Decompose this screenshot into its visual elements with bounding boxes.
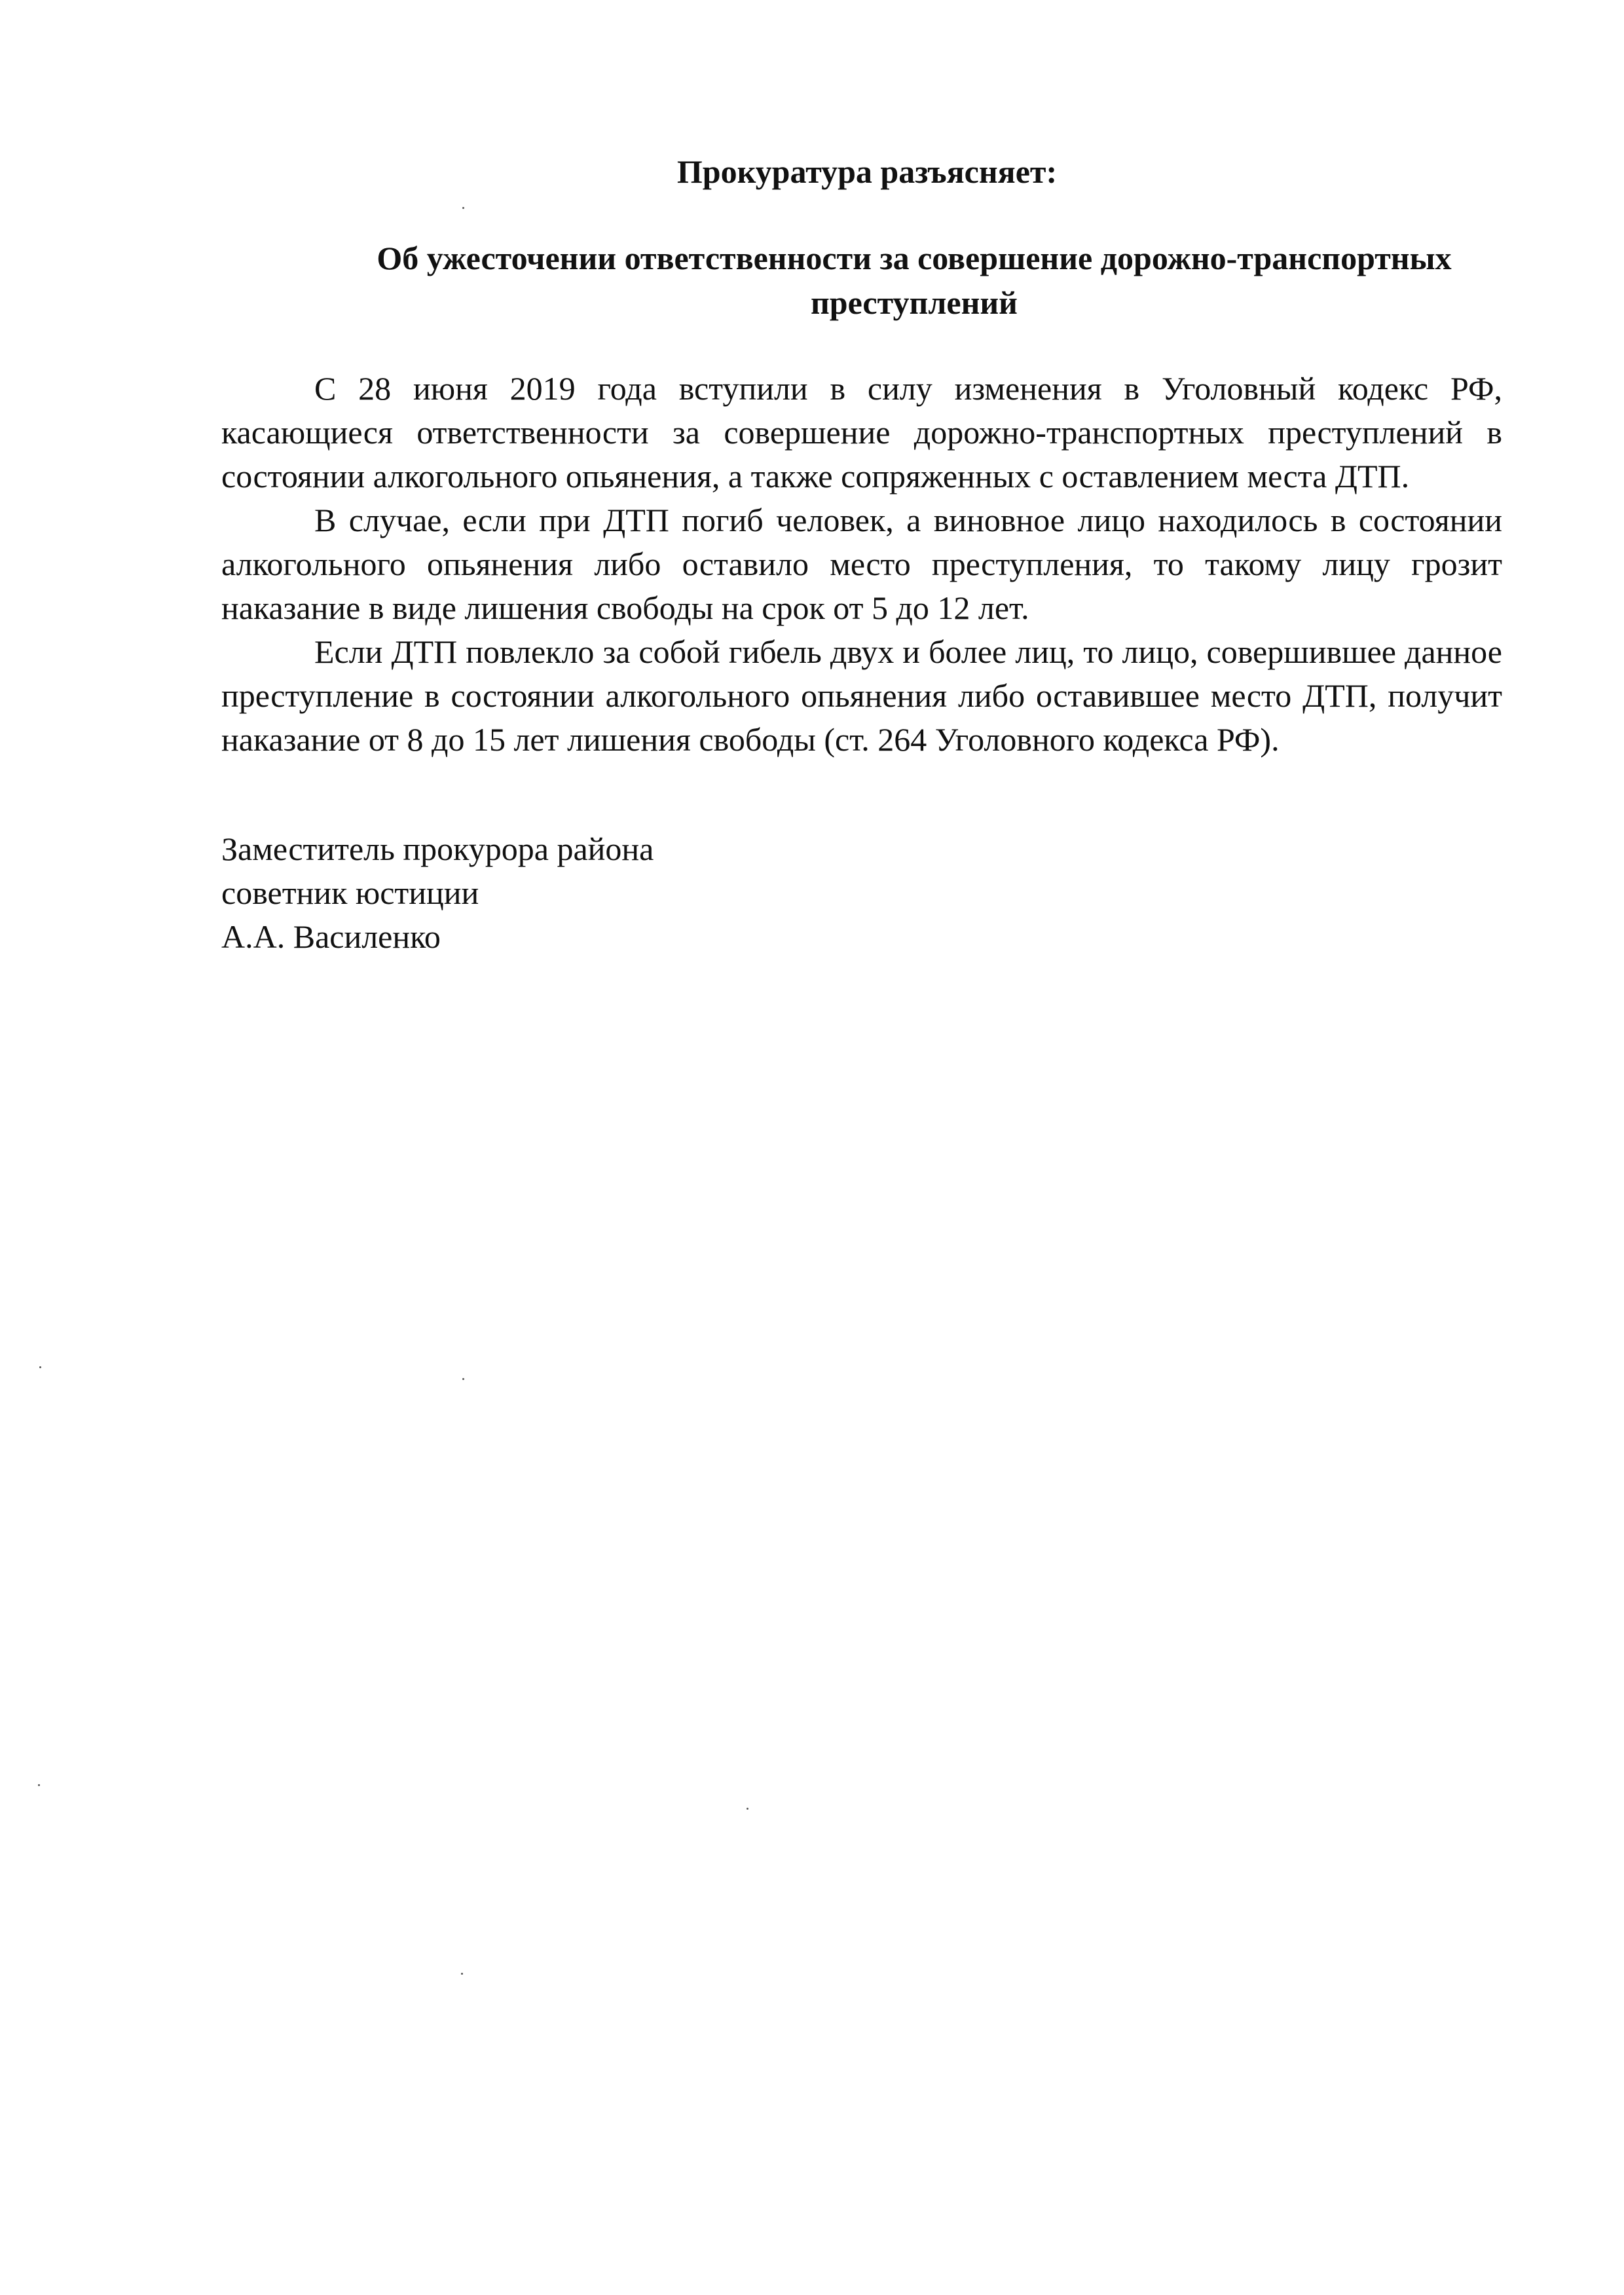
- paragraph-multiple-deaths-penalty: Если ДТП повлекло за собой гибель двух и более лиц, то лицо, совершившее данное преступление в состоянии алкогольного опьянения либо оставившее место ДТП, получит наказание от 8 до 15 лет лишения свободы (ст. 264 Уголовного кодекса РФ).: [221, 633, 1502, 758]
- scan-speck: [747, 1808, 748, 1810]
- document-subtitle: Об ужесточении ответственности за совершение дорожно-транспортных преступлений: [377, 240, 1452, 321]
- signature-position: Заместитель прокурора района: [221, 830, 654, 867]
- scan-speck: [462, 207, 464, 209]
- signature-name: А.А. Василенко: [221, 918, 441, 955]
- paragraph-single-death-penalty: В случае, если при ДТП погиб человек, а виновное лицо находилось в состоянии алкогольного опьянения либо оставило место преступления, то такому лицу грозит наказание в виде лишения свободы на срок от 5 до 12 лет.: [221, 502, 1502, 626]
- scan-speck: [38, 1784, 40, 1786]
- scan-speck: [39, 1366, 41, 1368]
- scan-speck: [462, 1378, 464, 1380]
- document-body: [221, 367, 1502, 762]
- signature-rank: советник юстиции: [221, 874, 479, 911]
- document-content: [221, 149, 1502, 959]
- document-heading: Прокуратура разъясняет:: [676, 153, 1058, 190]
- scan-speck: [461, 1973, 463, 1975]
- signature-block: [221, 827, 1502, 959]
- paragraph-effective-date: С 28 июня 2019 года вступили в силу изменения в Уголовный кодекс РФ, касающиеся ответственности за совершение дорожно-транспортных преступлений в состоянии алкогольного опьянения, а также сопряженных с оставлением места ДТП.: [221, 370, 1502, 494]
